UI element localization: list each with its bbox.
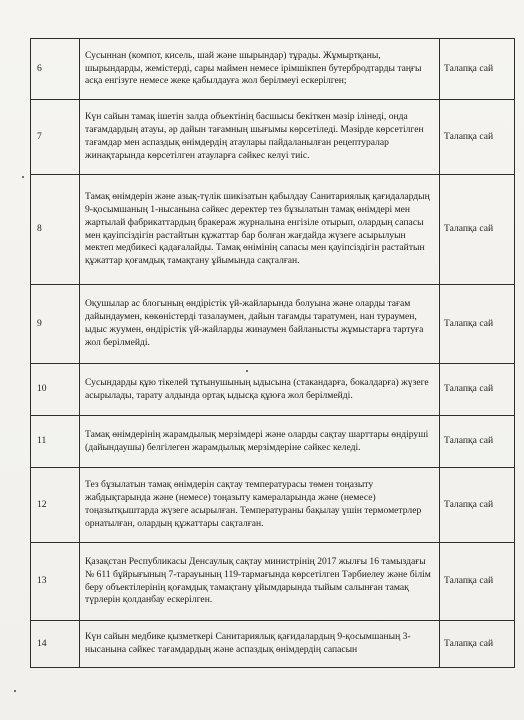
status-text: Талапқа сай xyxy=(440,468,515,543)
status-text: Талапқа сай xyxy=(440,543,515,621)
status-text: Талапқа сай xyxy=(440,100,515,175)
status-text: Талапқа сай xyxy=(440,416,515,468)
table-row xyxy=(31,100,515,175)
status-text: Талапқа сай xyxy=(440,364,515,416)
status-text: Талапқа сай xyxy=(440,39,515,100)
requirement-text: Тез бұзылатын тамақ өнімдерін сақтау температурасы төмен тоңазыту жабдықтарында және (немесе) тоңазыту камераларында және (немесе) тоңазытқыштарда жүзеге асырылған. Температураны бақылау үшін термометрлер орнатылған, олардың құжаттары сақталған. xyxy=(80,468,440,543)
requirement-text: Қазақстан Республикасы Денсаулық сақтау министрінің 2017 жылғы 16 тамыздағы № 611 бұйрығының 7-тарауының 119-тармағында көрсетілген Тәрбиелеу және білім беру объектілерінің қоғамдық тамақтану ұйымдарында тыйым салынған тамақ түрлерін қолданбау ескерілген. xyxy=(80,543,440,621)
row-number: 9 xyxy=(31,285,80,364)
row-number: 10 xyxy=(31,364,80,416)
row-number: 12 xyxy=(31,468,80,543)
requirement-text: Күн сайын медбике қызметкері Санитариялық қағидалардың 9-қосымшаның 3-нысанына сәйкес тағамдардың және аспаздық өнімдердің сапасын xyxy=(80,621,440,668)
table-row xyxy=(31,364,515,416)
status-text: Талапқа сай xyxy=(440,175,515,285)
row-number: 13 xyxy=(31,543,80,621)
row-number: 6 xyxy=(31,39,80,100)
row-number: 11 xyxy=(31,416,80,468)
scan-speck xyxy=(246,370,248,372)
scan-speck xyxy=(22,176,24,178)
requirements-table xyxy=(30,38,515,668)
table-row xyxy=(31,39,515,100)
row-number: 14 xyxy=(31,621,80,668)
requirement-text: Тамақ өнімдерін және азық-түлік шикізатын қабылдау Санитариялық қағидалардың 9-қосымшаның 1-нысанына сәйкес деректер тез бұзылатын тамақ өнімдері мен жартылай фабрикаттардың бракераж журналына енгізіле отырып, олардың сапасы мен қауіпсіздігін растайтын құжаттар бар болған жағдайда жүзеге асырылуын мектеп медбикесі қадағалайды. Тамақ өнімінің сапасы мен қауіпсіздігін растайтын құжаттар қоғамдық тамақтану ұйымында сақталған. xyxy=(80,175,440,285)
table-row xyxy=(31,468,515,543)
table-row xyxy=(31,621,515,668)
requirement-text: Оқушылар ас блогының өндірістік үй-жайларында болуына және оларды тағам дайындаумен, көкөністерді тазалаумен, дайын тағамды таратумен, нан тураумен, ыдыс жуумен, өндірістік үй-жайларды жинаумен байланысты жұмыстарға тартуға жол берілмейді. xyxy=(80,285,440,364)
requirement-text: Тамақ өнімдерінің жарамдылық мерзімдері және оларды сақтау шарттары өндіруші (дайындаушы) белгілеген жарамдылық мерзімдеріне сәйкес келеді. xyxy=(80,416,440,468)
table-row xyxy=(31,175,515,285)
scan-speck xyxy=(14,690,16,692)
requirement-text: Күн сайын тамақ ішетін залда объектінің басшысы бекіткен мәзір ілінеді, онда тағамдардың атауы, әр дайын тағамның шығымы көрсетіледі. Мәзірде көрсетілген тағамдар мен аспаздық өнімдердің атаулары пайдаланылған рецептуралар жинақтарында көрсетілген атауларға сәйкес келуі тиіс. xyxy=(80,100,440,175)
table-row xyxy=(31,416,515,468)
requirement-text: Сусыннан (компот, кисель, шай және шырындар) тұрады. Жұмыртқаны, шырындарды, жемістерді, сары маймен немесе ірімшікпен бутербродтарды таңғы асқа енгізуге немесе жеке қабылдауға жол берілмеуі ескерілген; xyxy=(80,39,440,100)
row-number: 8 xyxy=(31,175,80,285)
requirement-text: Сусындарды құю тікелей тұтынушының ыдысына (стакандарға, бокалдарға) жүзеге асырылады, тарату алдында ортақ ыдысқа құюға жол берілмейді. xyxy=(80,364,440,416)
status-text: Талапқа сай xyxy=(440,285,515,364)
row-number: 7 xyxy=(31,100,80,175)
status-text: Талапқа сай xyxy=(440,621,515,668)
table-row xyxy=(31,285,515,364)
table-row xyxy=(31,543,515,621)
